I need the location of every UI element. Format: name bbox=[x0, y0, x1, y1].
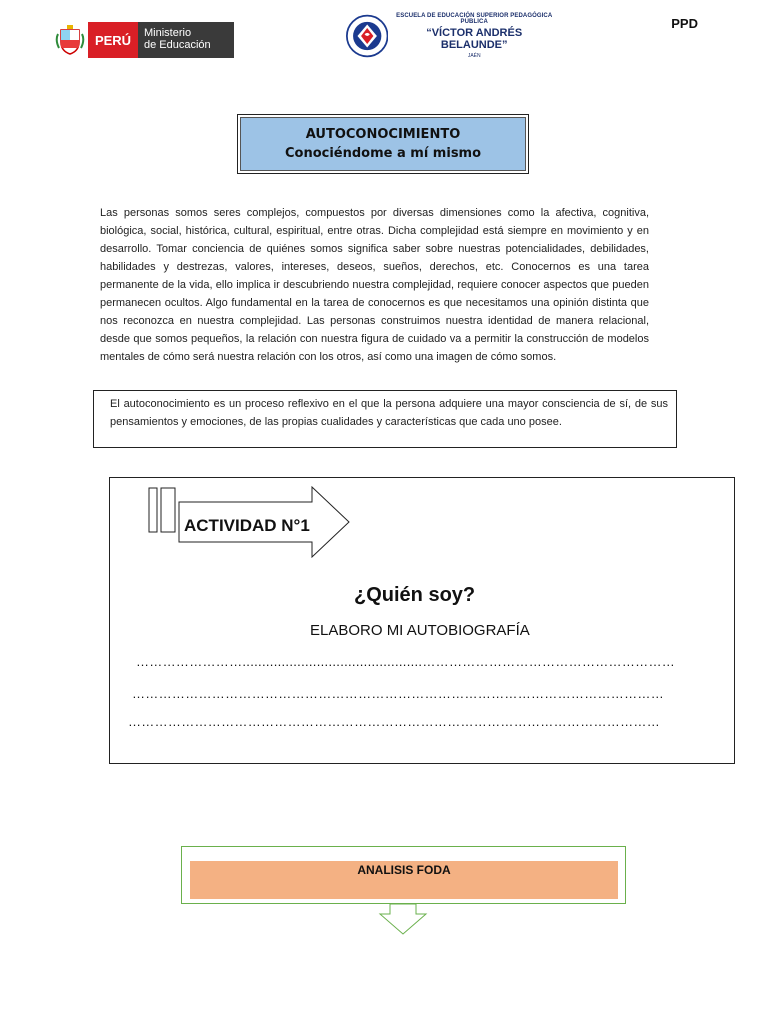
title-box bbox=[237, 114, 529, 174]
answer-line-1: ……………………..............................................………………………………………………… bbox=[136, 654, 676, 669]
coat-of-arms-icon bbox=[52, 22, 88, 58]
foda-label: ANALISIS FODA bbox=[357, 863, 451, 877]
activity-instruction: ELABORO MI AUTOBIOGRAFÍA bbox=[310, 622, 530, 639]
ministry-line-1: Ministerio bbox=[144, 27, 192, 39]
school-line-1: ESCUELA DE EDUCACIÓN SUPERIOR PEDAGÓGICA PÚBLICA bbox=[396, 13, 553, 25]
title-main: AUTOCONOCIMIENTO bbox=[305, 127, 461, 142]
down-arrow-icon bbox=[378, 904, 428, 936]
school-name-block bbox=[392, 13, 556, 59]
school-logo bbox=[346, 10, 556, 62]
title-banner bbox=[240, 117, 526, 171]
title-subtitle: Conociéndome a mí mismo bbox=[284, 146, 482, 161]
ministry-name bbox=[138, 22, 234, 58]
peru-label: PERÚ bbox=[88, 22, 138, 58]
school-name: “VÍCTOR ANDRÉS BELAUNDE” bbox=[426, 27, 523, 51]
school-city: JAÉN bbox=[467, 53, 481, 59]
ministry-line-2: de Educación bbox=[144, 39, 211, 51]
answer-line-2: ………………………………………………………………………………………………………… bbox=[132, 686, 664, 701]
intro-paragraph: Las personas somos seres complejos, compuestos por diversas dimensiones como la afectiva, cognitiva, biológica, social, histórica, cultural, espiritual, entre otras. Dicha complejidad está siempre en movimiento y en desarrollo. Tomar conciencia de quiénes somos significa saber sobre nuestras potencialidades, debilidades, habilidades y destrezas, valores, intereses, deseos, sueños, derechos, etc. Conocernos es una tarea permanente de la vida, ello implica ir descubriendo nuestra complejidad, requiere conocer aspectos que pueden permanecen ocultos. Algo fundamental en la tarea de conocernos es que necesitamos una opinión distinta que nos reconozca en nuestra complejidad. Las personas construimos nuestra identidad de manera relacional, desde que somos pequeños, la relación con nuestra figura de cuidado va a permitir la construcción de modelos mentales de cómo será nuestra relación con los otros, así como una imagen de cómo somos. bbox=[100, 207, 649, 363]
ministry-logo bbox=[52, 22, 234, 58]
definition-text: El autoconocimiento es un proceso reflexivo en el que la persona adquiere una mayor consciencia de sí, de sus pensamientos y emociones, de las propias cualidades y características que cada uno posee. bbox=[110, 398, 668, 428]
school-seal-icon bbox=[346, 12, 388, 60]
document-code: PPD bbox=[671, 16, 698, 31]
foda-banner bbox=[190, 861, 618, 899]
definition-box bbox=[93, 390, 677, 448]
answer-line-3: ………………………………………………………………………………………………………… bbox=[128, 714, 660, 729]
activity-label: ACTIVIDAD N°1 bbox=[184, 516, 310, 535]
question-heading: ¿Quién soy? bbox=[354, 584, 476, 606]
